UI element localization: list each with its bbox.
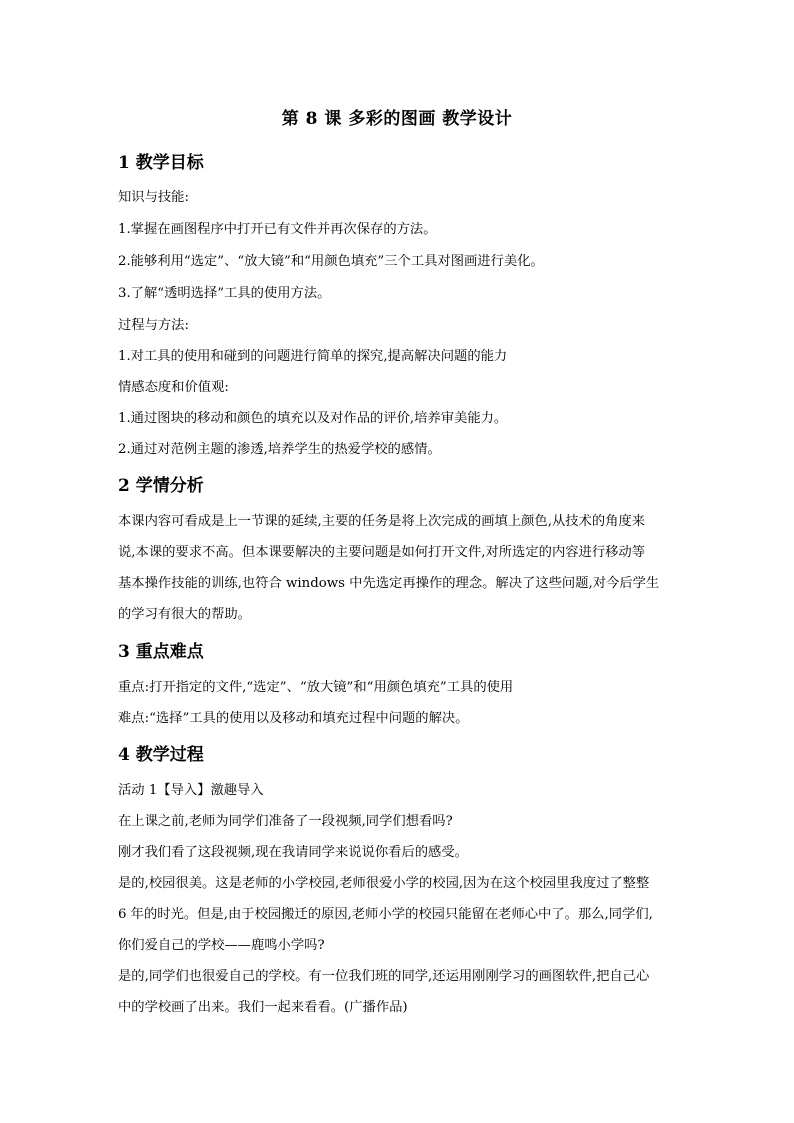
paragraph-line: 活动 1【导入】激趣导入	[118, 783, 264, 798]
paragraph-line: 重点:打开指定的文件,“选定”、“放大镜”和“用颜色填充”工具的使用	[118, 680, 514, 695]
paragraph-line: 的学习有很大的帮助。	[118, 607, 251, 622]
paragraph-line: 2.能够利用“选定”、“放大镜”和“用颜色填充”三个工具对图画进行美化。	[118, 254, 544, 269]
paragraph-line: 1.通过图块的移动和颜色的填充以及对作品的评价,培养审美能力。	[118, 411, 508, 426]
section-heading-analysis: 2 学情分析	[118, 476, 204, 496]
paragraph-line: 你们爱自己的学校——鹿鸣小学吗?	[118, 938, 325, 953]
section-heading-objectives: 1 教学目标	[118, 153, 204, 173]
section-heading-key-points: 3 重点难点	[118, 642, 204, 662]
paragraph-line: 知识与技能:	[118, 190, 189, 205]
paragraph-line: 中的学校画了出来。我们一起来看看。(广播作品)	[118, 1000, 408, 1015]
paragraph-line: 在上课之前,老师为同学们准备了一段视频,同学们想看吗?	[118, 814, 453, 829]
paragraph-line: 难点:“选择”工具的使用以及移动和填充过程中问题的解决。	[118, 711, 469, 726]
paragraph-line: 1.对工具的使用和碰到的问题进行简单的探究,提高解决问题的能力	[118, 349, 508, 364]
paragraph-line: 1.掌握在画图程序中打开已有文件并再次保存的方法。	[118, 222, 437, 237]
paragraph-line: 3.了解“透明选择”工具的使用方法。	[118, 286, 331, 301]
paragraph-line: 基本操作技能的训练,也符合 windows 中先选定再操作的理念。解决了这些问题,对今后学生	[118, 576, 660, 591]
paragraph-line: 刚才我们看了这段视频,现在我请同学来说说你看后的感受。	[118, 845, 468, 860]
section-heading-process: 4 教学过程	[118, 745, 204, 765]
paragraph-line: 2.通过对范例主题的渗透,培养学生的热爱学校的感情。	[118, 442, 441, 457]
paragraph-line: 过程与方法:	[118, 318, 189, 333]
paragraph-line: 情感态度和价值观:	[118, 380, 229, 395]
paragraph-line: 说,本课的要求不高。但本课要解决的主要问题是如何打开文件,对所选定的内容进行移动等	[118, 545, 646, 560]
paragraph-line: 是的,校园很美。这是老师的小学校园,老师很爱小学的校园,因为在这个校园里我度过了整整	[118, 876, 650, 891]
paragraph-line: 是的,同学们也很爱自己的学校。有一位我们班的同学,还运用刚刚学习的画图软件,把自己心	[118, 969, 650, 984]
paragraph-line: 6 年的时光。但是,由于校园搬迁的原因,老师小学的校园只能留在老师心中了。那么,同学们,	[118, 907, 653, 922]
document-title: 第 8 课 多彩的图画 教学设计	[281, 109, 513, 129]
paragraph-line: 本课内容可看成是上一节课的延续,主要的任务是将上次完成的画填上颜色,从技术的角度来	[118, 514, 646, 529]
